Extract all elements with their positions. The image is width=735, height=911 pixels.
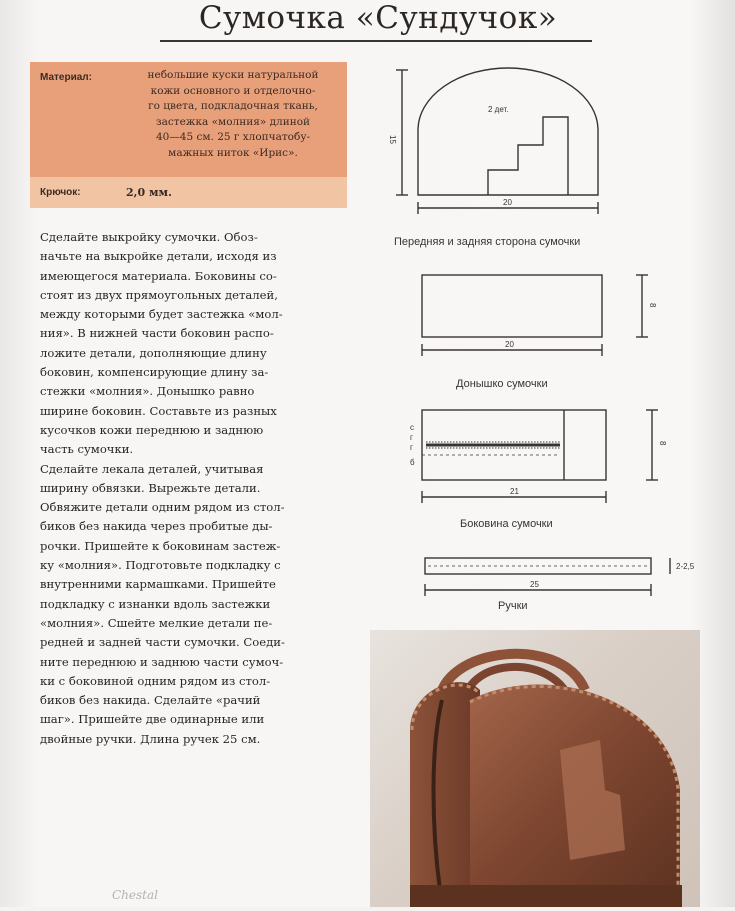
step-decoration (488, 117, 568, 195)
parts-label: 2 дет. (488, 105, 509, 114)
handles-caption: Ручки (498, 600, 528, 612)
text-line: рочки. Пришейте к боковинам застеж- (40, 538, 281, 553)
hook-label: Крючок: (40, 187, 81, 198)
text-line: биков без накида. Сделайте «рачий (40, 693, 261, 708)
front-back-piece (418, 68, 598, 195)
text-line: часть сумочки. (40, 442, 134, 457)
side-mark-label: б (410, 458, 415, 467)
text-line: ку «молния». Подготовьте подкладку с (40, 558, 281, 573)
materials-box (30, 62, 347, 208)
text-line: имеющегося материала. Боковины со- (40, 268, 277, 283)
bag-illustration (370, 630, 700, 907)
materials-line: мажных ниток «Ирис». (168, 146, 298, 159)
text-line: внутренними кармашками. Пришейте (40, 577, 276, 592)
handle-width-label: 25 (530, 580, 539, 589)
side-mark-label: с (410, 423, 414, 432)
handle-height-label: 2-2,5 (676, 562, 695, 571)
front-height-label: 15 (388, 135, 397, 144)
text-line: кусочков кожи переднюю и заднюю (40, 422, 264, 437)
zipper (426, 442, 560, 448)
hook-value: 2,0 мм. (126, 186, 172, 199)
materials-line: го цвета, подкладочная ткань, (148, 100, 318, 112)
text-line: двойные ручки. Длина ручек 25 см. (40, 731, 261, 746)
text-line: биков без накида через пробитые ды- (40, 519, 273, 534)
bottom-caption: Донышко сумочки (456, 378, 548, 390)
bottom-piece (422, 275, 602, 337)
text-line: Обвяжите детали одним рядом из стол- (40, 500, 285, 515)
text-line: Сделайте выкройку сумочки. Обоз- (40, 230, 258, 244)
text-line: боковин, компенсирующие длину за- (40, 365, 269, 380)
bottom-width-label: 20 (505, 340, 514, 349)
bottom-height-label: 8 (648, 303, 657, 308)
front-width-label: 20 (503, 198, 512, 207)
front-back-caption: Передняя и задняя сторона сумочки (394, 236, 581, 248)
text-line: стежки «молния». Донышко равно (40, 384, 255, 399)
side-mark-label: г (410, 433, 413, 442)
bag-side (410, 682, 480, 890)
materials-line: кожи основного и отделочно- (150, 84, 316, 97)
side-height-label: 8 (658, 441, 667, 446)
materials-text (122, 68, 344, 161)
hook-row (30, 177, 347, 208)
text-line: подкладку с изнанки вдоль застежки (40, 596, 271, 611)
instructions-text (40, 228, 345, 749)
text-line: «молния». Сшейте мелкие детали пе- (40, 615, 273, 630)
materials-line: 40—45 см. 25 г хлопчатобу- (155, 131, 311, 143)
text-line: шаг». Пришейте две одинарные или (40, 712, 265, 727)
watermark: Chestal (112, 888, 158, 902)
materials-line: небольшие куски натуральной (147, 69, 319, 81)
pattern-svg (380, 60, 695, 620)
bag-photo (370, 630, 700, 907)
text-line: стоят из двух прямоугольных деталей, (40, 287, 278, 302)
side-caption: Боковина сумочки (460, 518, 553, 530)
title-underline (160, 40, 592, 42)
materials-label: Материал: (40, 72, 92, 83)
text-line: ширине боковин. Составьте из разных (40, 403, 277, 418)
materials-line: застежка «молния» длиной (155, 115, 311, 128)
text-line: ки с боковиной одним рядом из стол- (40, 673, 271, 688)
side-mark-label: г (410, 443, 413, 452)
text-line: Сделайте лекала деталей, учитывая (40, 461, 264, 476)
text-line: начьте на выкройке детали, исходя из (40, 249, 277, 264)
text-line: ните переднюю и заднюю части сумоч- (40, 654, 284, 669)
pattern-diagram (380, 60, 695, 620)
side-width-label: 21 (510, 487, 519, 496)
text-line: ложите детали, дополняющие длину (40, 345, 267, 360)
text-line: редней и задней части сумочки. Соеди- (40, 635, 285, 650)
text-line: ния». В нижней части боковин распо- (40, 326, 274, 341)
page-title: Сумочка «Сундучок» (198, 0, 558, 36)
text-line: между которыми будет застежка «мол- (40, 307, 283, 322)
text-line: ширину обвязки. Вырежьте детали. (40, 480, 261, 495)
